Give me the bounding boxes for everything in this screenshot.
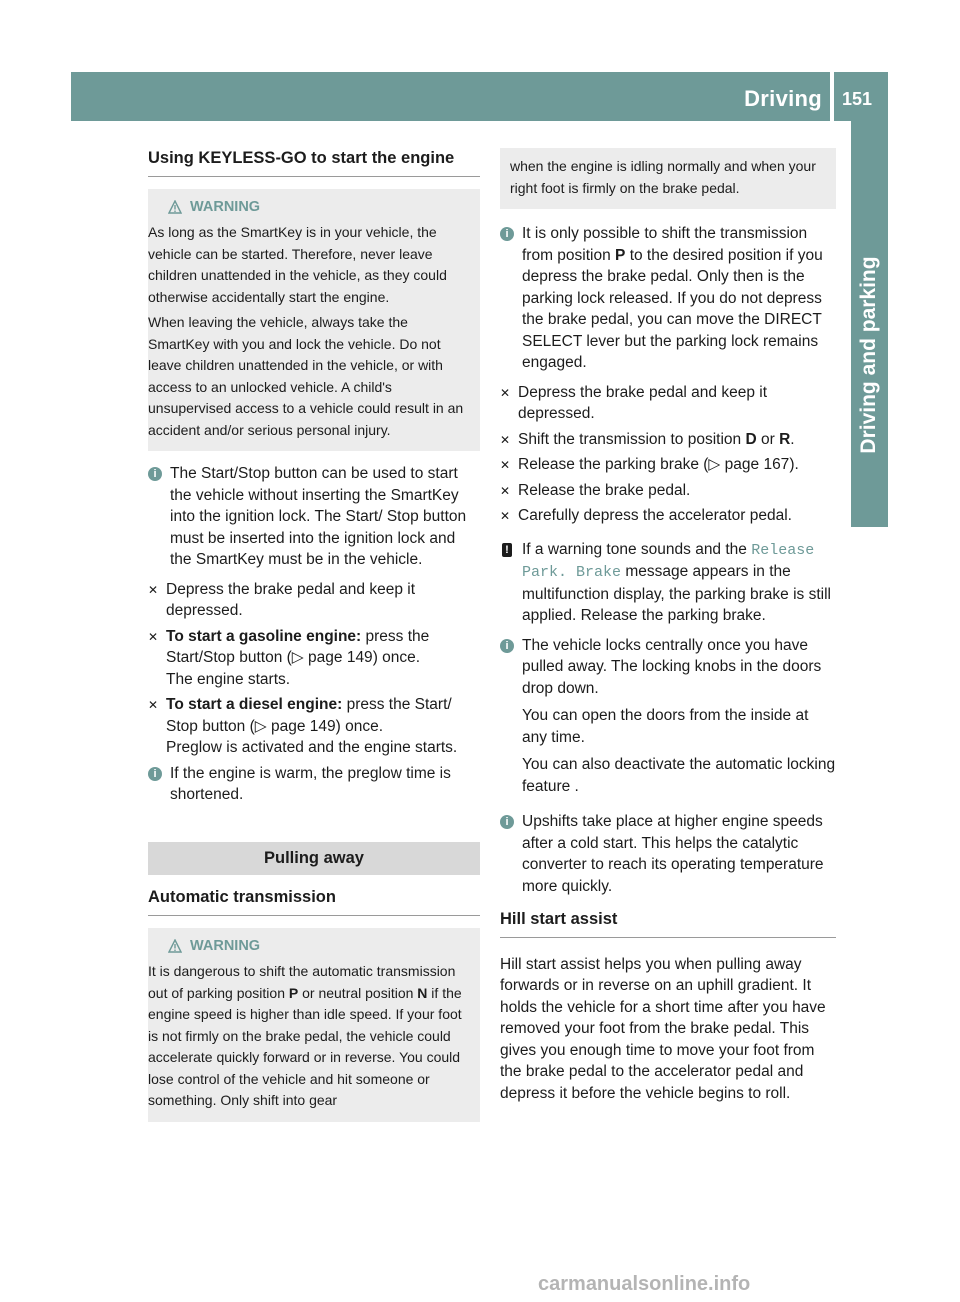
step-text-part: ). (789, 456, 799, 473)
step-text-part: . (790, 430, 795, 448)
right-column (500, 148, 836, 1104)
step-bold: To start a diesel engine: (166, 696, 343, 713)
watermark: carmanualsonline.info (538, 1273, 751, 1295)
step-result: Preglow is activated and the engine starts. (166, 739, 458, 756)
note-text: The Start/Stop button can be used to start the vehicle without inserting the SmartKey into the ignition lock. The Start/ Stop button must be inserted into the ignition lock and the SmartKey must be in the vehicle. (170, 465, 467, 568)
step-arrow-icon: ✕ (148, 629, 159, 644)
step-text: Release the brake pedal. (518, 481, 691, 499)
instruction-step (148, 694, 480, 759)
page-reference-link[interactable]: page 167 (724, 456, 790, 473)
info-icon: i (500, 639, 514, 653)
step-arrow-icon: ✕ (148, 582, 159, 597)
step-text-part: Release the parking brake ( (518, 456, 709, 473)
step-arrow-icon: ✕ (148, 698, 159, 712)
instruction-step (500, 454, 836, 476)
info-note (148, 763, 480, 806)
step-text (518, 454, 836, 476)
note-text: The vehicle locks centrally once you have pulled away. The locking knobs in the doors drop down. (522, 636, 822, 697)
note-text: Upshifts take place at higher engine speeds after a cold start. This helps the catalytic converter to reach its operating temperature more quickly. (522, 813, 824, 895)
info-icon: i (148, 767, 162, 781)
warning-text: When leaving the vehicle, always take the SmartKey with you and lock the vehicle. Do not leave children unattended in the vehicle, or with access to an unlocked vehicle. A child's unsupervised access to a vehicle could result in an accident and/or serious personal injury. (148, 314, 464, 438)
warning-label: WARNING (190, 937, 261, 954)
note-text-part: It is only possible to shift the transmission from position (522, 225, 808, 264)
position-letter: R (779, 430, 791, 448)
step-text-part: press the Start/Stop button ( (166, 627, 430, 666)
step-text: Depress the brake pedal and keep it depressed. (518, 383, 768, 422)
instruction-step (500, 505, 836, 527)
alert-note (500, 539, 836, 627)
warning-title (168, 197, 472, 219)
page-reference-link[interactable]: page 149 (308, 649, 373, 666)
header-bar (71, 72, 830, 121)
warning-text-part: It is dangerous to shift the automatic transmission out of parking position (148, 963, 456, 1001)
step-text-part: ) once. (335, 717, 384, 735)
warning-label: WARNING (190, 198, 261, 215)
instruction-step (500, 480, 836, 502)
position-letter: N (417, 984, 428, 1001)
step-arrow-icon: ✕ (500, 509, 511, 523)
warning-text (148, 961, 472, 1112)
info-note (500, 223, 836, 374)
step-arrow-icon: ✕ (500, 385, 511, 400)
note-text-part: to the desired position if you depress the brake pedal. Only then is the parking lock released. If you do not depress the brake pedal, you can move the DIRECT SELECT lever but the parking lock remains engaged. (522, 246, 823, 371)
warning-text-part: if the engine speed is higher than idle speed. If your foot is not firmly on the brake pedal, the vehicle could accelerate quickly forward or in reverse. You could lose control of the vehicle and hit someone or something. Only shift into gear (148, 984, 462, 1108)
instruction-step (500, 429, 836, 451)
step-arrow-icon: ✕ (500, 458, 511, 472)
position-letter: P (615, 246, 626, 264)
page-ref-arrow-icon: ▷ (254, 717, 271, 735)
info-icon: i (500, 227, 514, 241)
left-column (148, 148, 480, 1134)
step-result: The engine starts. (166, 670, 291, 688)
warning-text: As long as the SmartKey is in your vehicle, the vehicle can be started. Therefore, never leave children unattended in the vehicle, as they could otherwise accidentally start the engine. (148, 224, 447, 305)
note-text: You can open the doors from the inside at any time. (522, 707, 809, 746)
step-arrow-icon: ✕ (500, 432, 511, 447)
note-body (522, 635, 836, 804)
step-text (166, 626, 480, 691)
instruction-step (500, 382, 836, 425)
warning-box (148, 928, 480, 1122)
position-letter: D (745, 430, 757, 448)
section-band-pulling-away: Pulling away (148, 842, 480, 876)
subheading-automatic-transmission: Automatic transmission (148, 887, 480, 916)
exclamation-icon: ! (502, 543, 512, 557)
step-text-part: Shift the transmission to position (518, 430, 746, 448)
info-note (500, 635, 836, 804)
display-message: Release Park. Brake (522, 541, 815, 581)
warning-icon (168, 939, 182, 953)
side-tab-label: Driving and parking (857, 256, 880, 454)
step-text: Carefully depress the accelerator pedal. (518, 507, 792, 524)
step-bold: To start a gasoline engine: (166, 627, 362, 645)
step-text-part: ) once. (372, 649, 421, 666)
info-icon: i (500, 815, 514, 829)
step-text-part: or (756, 430, 780, 448)
note-text: You can also deactivate the automatic locking feature . (522, 756, 836, 795)
section-heading-keyless: Using KEYLESS-GO to start the engine (148, 148, 480, 177)
step-arrow-icon: ✕ (500, 483, 511, 498)
step-text (518, 429, 836, 451)
instruction-step (148, 626, 480, 691)
info-note (500, 811, 836, 897)
info-note (148, 463, 480, 571)
warning-text-part: or neutral position (298, 984, 418, 1001)
section-heading-hill-start: Hill start assist (500, 909, 836, 938)
instruction-step (148, 579, 480, 622)
note-text-part: message appears in the multifunction display, the parking brake is still applied. Release the parking brake. (522, 563, 831, 624)
step-text-part: press the Start/ Stop button ( (166, 696, 452, 735)
page-ref-arrow-icon: ▷ (708, 456, 725, 473)
note-text (522, 223, 836, 374)
warning-box-continued (500, 148, 836, 209)
page-ref-arrow-icon: ▷ (291, 649, 309, 666)
page-number: 151 (842, 89, 873, 109)
note-text (522, 539, 836, 627)
warning-title (168, 936, 472, 958)
warning-icon (168, 200, 182, 214)
note-text-part: If a warning tone sounds and the (522, 540, 752, 558)
warning-box (148, 189, 480, 452)
warning-text: when the engine is idling normally and when your right foot is firmly on the brake pedal. (510, 158, 816, 196)
step-text: Depress the brake pedal and keep it depressed. (166, 580, 416, 619)
page-header-title: Driving (744, 86, 822, 111)
step-text (166, 694, 480, 759)
body-text: Hill start assist helps you when pulling away forwards or in reverse on an uphill gradient. It holds the vehicle for a short time after you have removed your foot from the brake pedal. This gives you enough time to move your foot from the brake pedal to the accelerator pedal and depress it before the vehicle begins to roll. (500, 955, 826, 1102)
page-reference-link[interactable]: page 149 (271, 717, 336, 735)
position-letter: P (288, 984, 299, 1001)
note-text: If the engine is warm, the preglow time is shortened. (170, 764, 451, 803)
info-icon: i (148, 467, 162, 481)
